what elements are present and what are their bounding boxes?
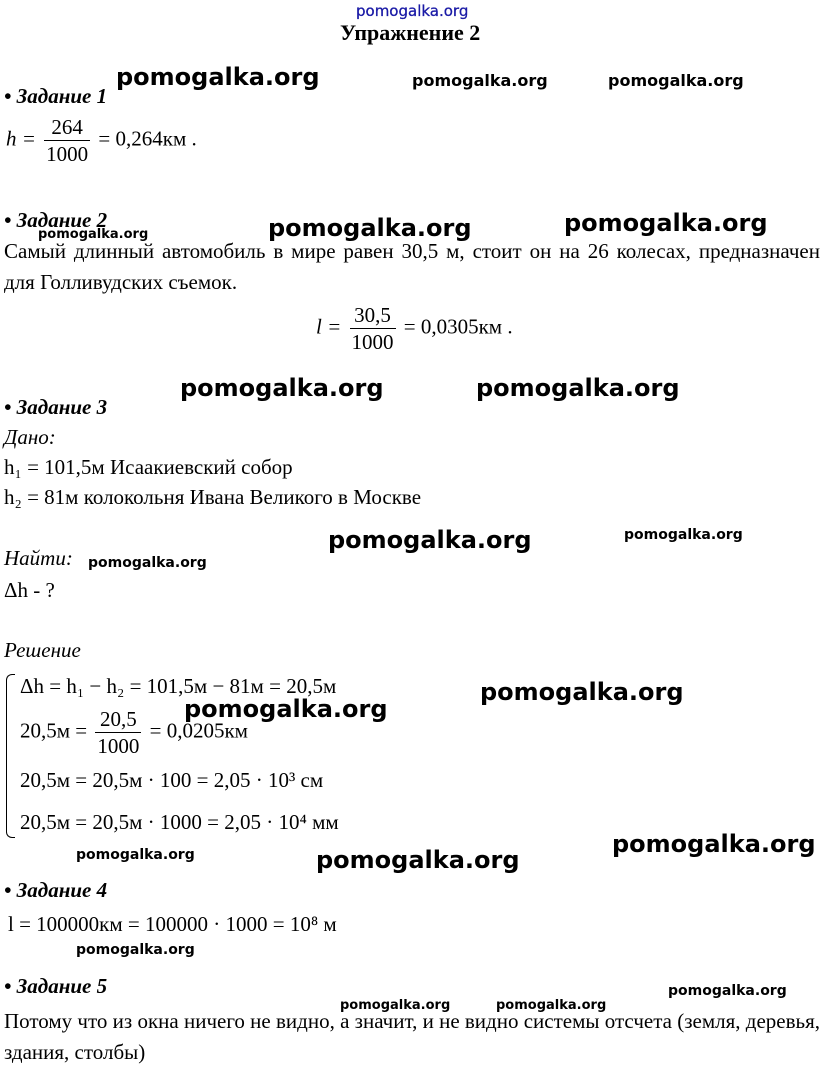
task-4-formula: l = 100000км = 100000 · 1000 = 10⁸ м	[8, 912, 337, 936]
site-link[interactable]: pomogalka.org	[356, 2, 469, 20]
watermark: pomogalka.org	[328, 526, 532, 554]
watermark: pomogalka.org	[184, 695, 388, 723]
task-5-heading: • Задание 5	[4, 974, 108, 998]
solution-line-4: 20,5м = 20,5м · 1000 = 2,05 · 10⁴ мм	[20, 810, 339, 834]
watermark: pomogalka.org	[496, 998, 607, 1013]
solution-label: Решение	[4, 638, 81, 662]
given-line-1: h₁ = 101,5м Исаакиевский собор	[4, 455, 293, 479]
given-label: Дано:	[4, 425, 56, 449]
watermark: pomogalka.org	[612, 830, 816, 858]
system-brace	[6, 674, 15, 838]
watermark: pomogalka.org	[564, 209, 768, 237]
watermark: pomogalka.org	[76, 942, 195, 958]
fraction	[44, 114, 90, 167]
task-1-formula	[6, 114, 197, 167]
formula-lhs: h =	[6, 126, 36, 151]
watermark: pomogalka.org	[116, 63, 320, 91]
watermark: pomogalka.org	[480, 678, 684, 706]
watermark: pomogalka.org	[624, 527, 743, 543]
formula-rhs: = 0,0305км .	[403, 314, 513, 339]
formula-lhs: 20,5м =	[20, 718, 88, 743]
fraction-numerator: 20,5	[95, 706, 141, 733]
watermark: pomogalka.org	[88, 555, 207, 571]
find-label: Найти:	[4, 546, 73, 570]
page-title: Упражнение 2	[340, 20, 481, 45]
fraction-denominator: 1000	[351, 330, 394, 354]
solution-line-2	[20, 706, 248, 759]
fraction-numerator: 264	[44, 114, 90, 141]
fraction-denominator: 1000	[97, 734, 140, 758]
formula-rhs: = 0,264км .	[98, 126, 197, 151]
task-2-text: Самый длинный автомобиль в мире равен 30,5 м, стоит он на 26 колесах, предназначен для Голливудских съемок.	[4, 239, 820, 294]
watermark: pomogalka.org	[38, 227, 149, 242]
fraction-numerator: 30,5	[350, 302, 396, 329]
watermark: pomogalka.org	[316, 846, 520, 874]
task-1-heading: • Задание 1	[4, 84, 108, 108]
watermark: pomogalka.org	[412, 71, 548, 90]
task-5-text: Потому что из окна ничего не видно, а значит, и не видно системы отсчета (земля, деревья, здания, столбы)	[4, 1009, 820, 1064]
fraction-denominator: 1000	[46, 142, 89, 166]
task-3-heading: • Задание 3	[4, 395, 108, 419]
watermark: pomogalka.org	[340, 998, 451, 1013]
watermark: pomogalka.org	[76, 847, 195, 863]
formula-rhs: = 0,0205км	[149, 718, 248, 743]
watermark: pomogalka.org	[668, 983, 787, 999]
task-4-heading: • Задание 4	[4, 878, 108, 902]
watermark: pomogalka.org	[476, 374, 680, 402]
solution-line-3: 20,5м = 20,5м · 100 = 2,05 · 10³ см	[20, 768, 324, 792]
formula-lhs: l =	[316, 314, 342, 339]
watermark: pomogalka.org	[180, 374, 384, 402]
find-value: Δh - ?	[4, 578, 55, 602]
watermark: pomogalka.org	[608, 71, 744, 90]
watermark: pomogalka.org	[268, 214, 472, 242]
fraction	[350, 302, 396, 355]
task-2-heading: • Задание 2	[4, 208, 108, 232]
task-2-formula	[316, 302, 513, 355]
solution-line-1: Δh = h₁ − h₂ = 101,5м − 81м = 20,5м	[20, 674, 337, 698]
given-line-2: h₂ = 81м колокольня Ивана Великого в Москве	[4, 485, 422, 509]
fraction	[95, 706, 141, 759]
